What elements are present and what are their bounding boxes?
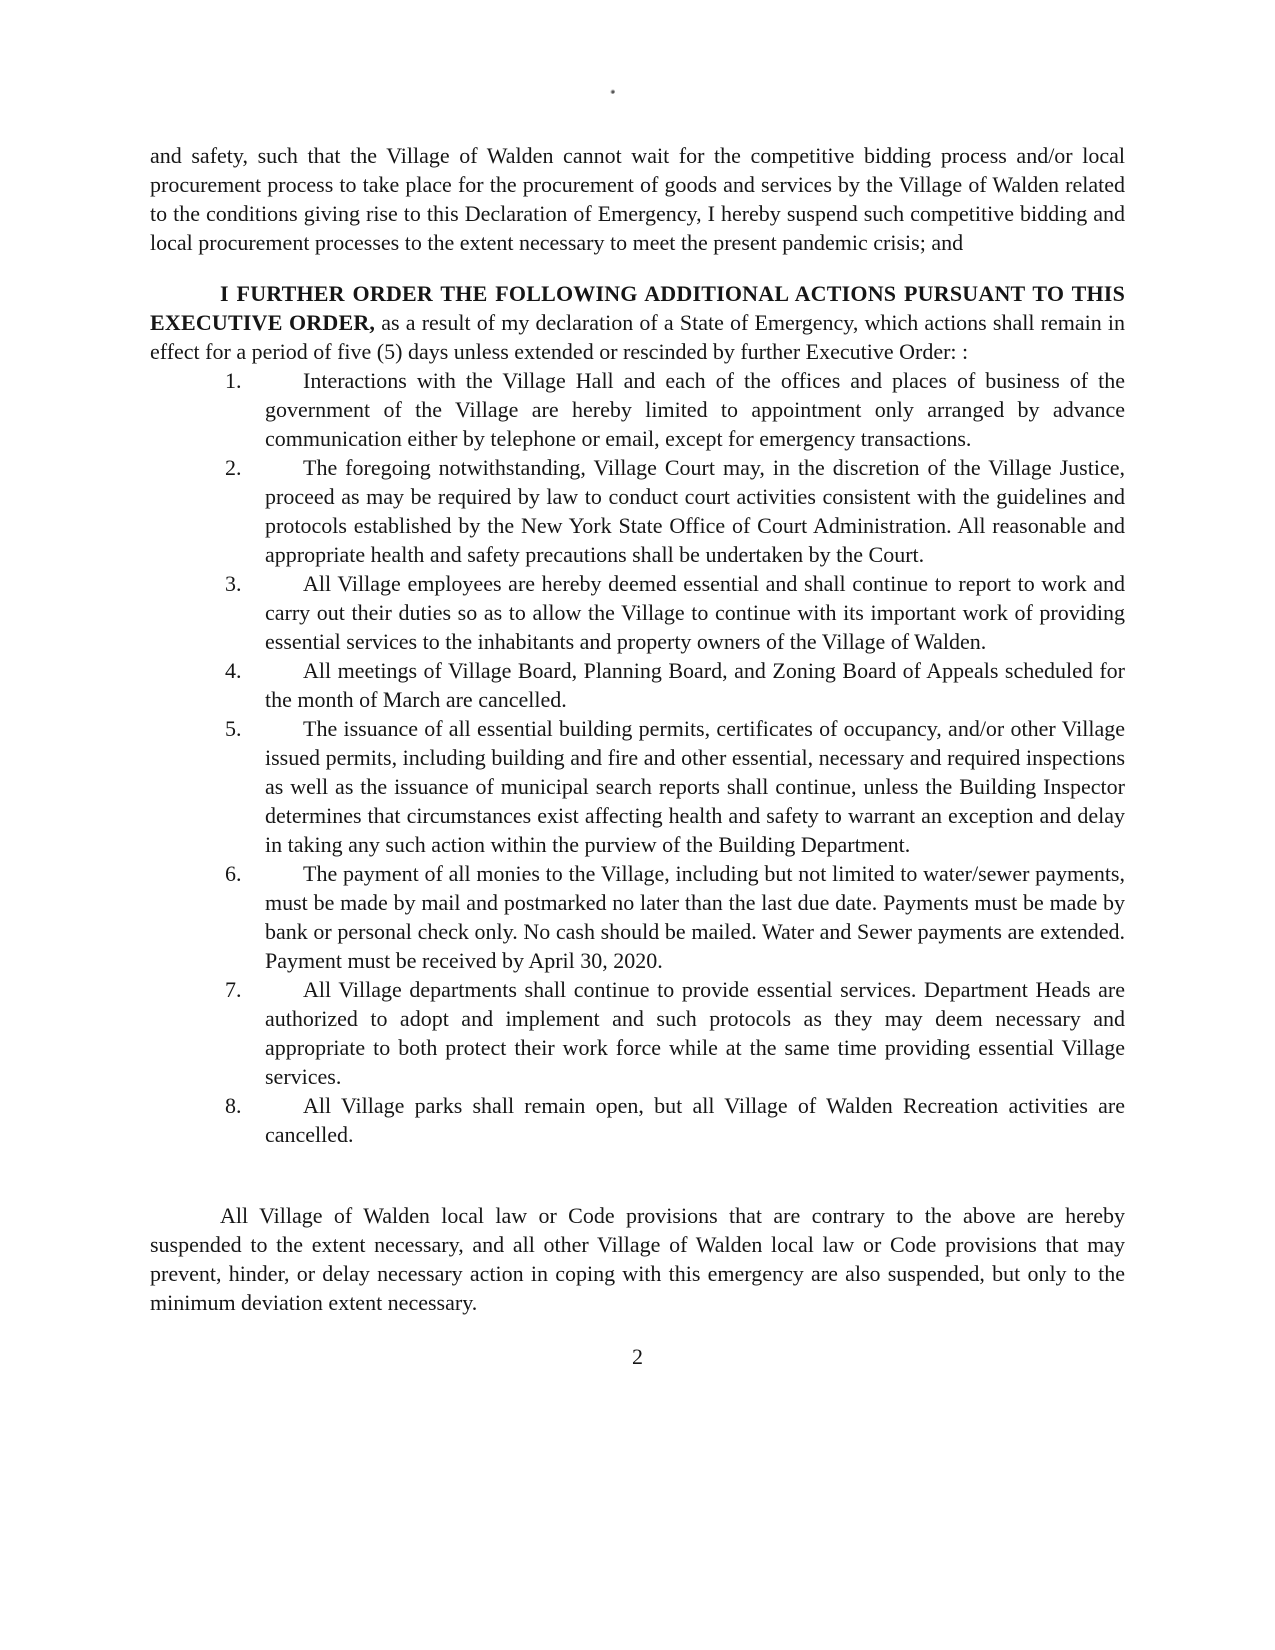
list-item-number: 4. [225, 658, 242, 683]
closing-paragraph: All Village of Walden local law or Code provisions that are contrary to the above are hereby suspended to the extent necessary, and all other Village of Walden local law or Code provisions that may prevent, hinder, or delay necessary action in coping with this emergency are also suspended, but only to the minimum deviation extent necessary. [150, 1203, 1125, 1315]
list-item-number: 8. [225, 1093, 242, 1118]
page-number: 2 [632, 1344, 643, 1369]
list-item [225, 714, 1125, 859]
list-item-text: All Village departments shall continue to provide essential services. Department Heads are authorized to adopt and implement and such protocols as they may deem necessary and appropriate to both protect their work force while at the same time providing essential Village services. [265, 977, 1125, 1089]
list-item [225, 366, 1125, 453]
list-item-text: All Village parks shall remain open, but all Village of Walden Recreation activities are cancelled. [265, 1093, 1125, 1147]
list-item-text: All Village employees are hereby deemed essential and shall continue to report to work and carry out their duties so as to allow the Village to continue with its important work of providing essential services to the inhabitants and property owners of the Village of Walden. [265, 571, 1125, 654]
list-item-number: 7. [225, 977, 242, 1002]
list-item-number: 1. [225, 368, 242, 393]
ordered-actions-list [150, 366, 1125, 1149]
order-paragraph [150, 279, 1125, 366]
scan-artifact-dot [610, 89, 615, 94]
list-item-text: The issuance of all essential building permits, certificates of occupancy, and/or other Village issued permits, including building and fire and other essential, necessary and required inspections as well as the issuance of municipal search reports shall continue, unless the Building Inspector determines that circumstances exist affecting health and safety to warrant an exception and delay in taking any such action within the purview of the Building Department. [265, 716, 1125, 857]
list-item-text: The payment of all monies to the Village, including but not limited to water/sewer payments, must be made by mail and postmarked no later than the last due date. Payments must be made by bank or personal check only. No cash should be mailed. Water and Sewer payments are extended. Payment must be received by April 30, 2020. [265, 861, 1125, 973]
list-item [225, 1091, 1125, 1149]
page-content [150, 141, 1125, 1371]
list-item [225, 656, 1125, 714]
list-item-number: 6. [225, 861, 242, 886]
list-item-number: 2. [225, 455, 242, 480]
list-item [225, 975, 1125, 1091]
list-item-text: Interactions with the Village Hall and each of the offices and places of business of the government of the Village are hereby limited to appointment only arranged by advance communication either by telephone or email, except for emergency transactions. [265, 368, 1125, 451]
list-item [225, 859, 1125, 975]
list-item-text: All meetings of Village Board, Planning Board, and Zoning Board of Appeals scheduled for the month of March are cancelled. [265, 658, 1125, 712]
list-item-number: 3. [225, 571, 242, 596]
list-item [225, 453, 1125, 569]
list-item-number: 5. [225, 716, 242, 741]
list-item [225, 569, 1125, 656]
order-heading-bold: I FURTHER ORDER THE FOLLOWING ADDITIONAL ACTIONS PURSUANT TO THIS EXECUTIVE ORDER, [150, 281, 1125, 335]
intro-paragraph: and safety, such that the Village of Walden cannot wait for the competitive bidding process and/or local procurement process to take place for the procurement of goods and services by the Village of Walden related to the conditions giving rise to this Declaration of Emergency, I hereby suspend such competitive bidding and local procurement processes to the extent necessary to meet the present pandemic crisis; and [150, 143, 1125, 255]
list-item-text: The foregoing notwithstanding, Village Court may, in the discretion of the Village Justice, proceed as may be required by law to conduct court activities consistent with the guidelines and protocols established by the New York State Office of Court Administration. All reasonable and appropriate health and safety precautions shall be undertaken by the Court. [265, 455, 1125, 567]
order-paragraph-rest: as a result of my declaration of a State of Emergency, which actions shall remain in effect for a period of five (5) days unless extended or rescinded by further Executive Order: : [150, 310, 1125, 364]
